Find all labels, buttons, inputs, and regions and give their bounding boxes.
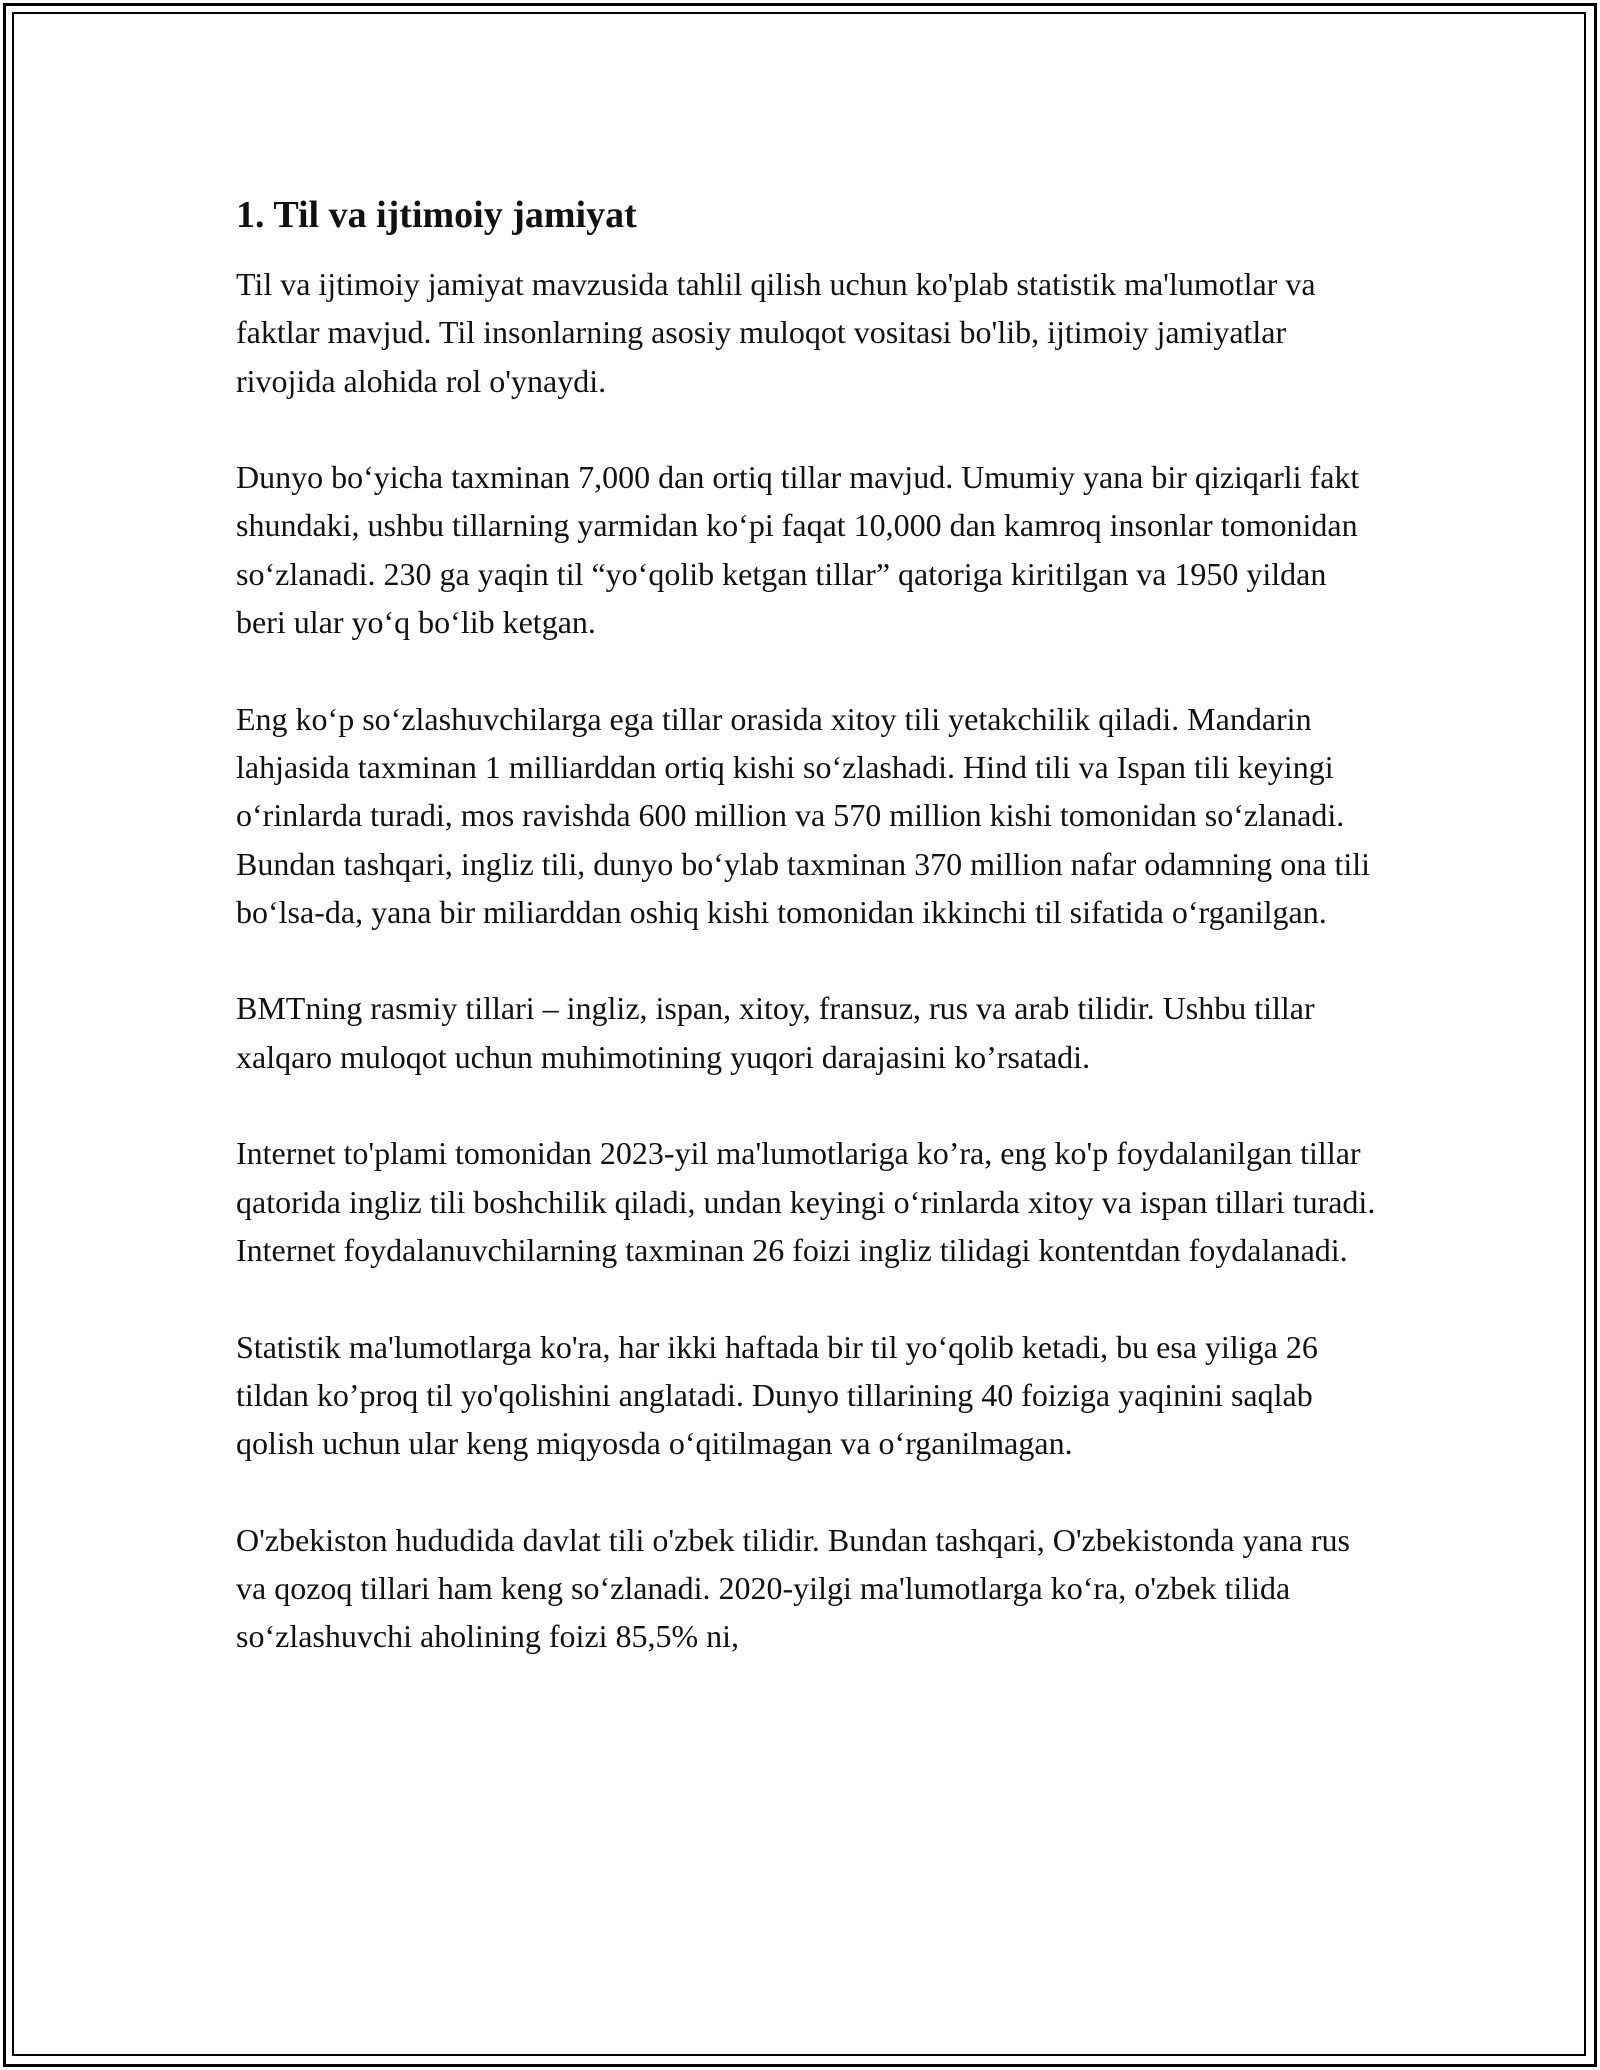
paragraph-language-count: Dunyo bo‘yicha taxminan 7,000 dan ortiq tillar mavjud. Umumiy yana bir qiziqarli fakt shundaki, ushbu tillarning yarmidan ko‘pi faqat 10,000 dan kamroq insonlar tomonidan so‘zlanadi. 230 ga yaqin til “yo‘qolib ketgan tillar” qatoriga kiritilgan va 1950 yildan beri ular yo‘q bo‘lib ketgan. xyxy=(236,459,1360,641)
section-heading: 1. Til va ijtimoiy jamiyat xyxy=(236,194,637,236)
paragraph-un-languages: BMTning rasmiy tillari – ingliz, ispan, xitoy, fransuz, rus va arab tilidir. Ushbu tillar xalqaro muloqot uchun muhimotining yuqori darajasini ko’rsatadi. xyxy=(236,990,1315,1075)
document-body xyxy=(236,186,1376,1709)
paragraph-most-spoken: Eng ko‘p so‘zlashuvchilarga ega tillar orasida xitoy tili yetakchilik qiladi. Mandarin lahjasida taxminan 1 milliarddan ortiq kishi so‘zlashadi. Hind tili va Ispan tili keyingi o‘rinlarda turadi, mos ravishda 600 million va 570 million kishi tomonidan so‘zlanadi. Bundan tashqari, ingliz tili, dunyo bo‘ylab taxminan 370 million nafar odamning ona tili bo‘lsa-da, yana bir miliarddan oshiq kishi tomonidan ikkinchi til sifatida o‘rganilgan. xyxy=(236,700,1371,930)
paragraph-internet-languages: Internet to'plami tomonidan 2023-yil ma'lumotlariga ko’ra, eng ko'p foydalanilgan tillar qatorida ingliz tili boshchilik qiladi, undan keyingi o‘rinlarda xitoy va ispan tillari turadi. Internet foydalanuvchilarning taxminan 26 foizi ingliz tilidagi kontentdan foydalanadi. xyxy=(236,1135,1376,1268)
paragraph-uzbekistan: O'zbekiston hududida davlat tili o'zbek tilidir. Bundan tashqari, O'zbekistonda yana rus va qozoq tillari ham keng so‘zlanadi. 2020-yilgi ma'lumotlarga ko‘ra, o'zbek tilida so‘zlashuvchi aholining foizi 85,5% ni, xyxy=(236,1521,1350,1655)
paragraph-language-loss: Statistik ma'lumotlarga ko'ra, har ikki haftada bir til yo‘qolib ketadi, bu esa yiliga 26 tildan ko’proq til yo'qolishini anglatadi. Dunyo tillarining 40 foiziga yaqinini saqlab qolish uchun ular keng miqyosda o‘qitilmagan va o‘rganilmagan. xyxy=(236,1328,1318,1462)
paragraph-intro: Til va ijtimoiy jamiyat mavzusida tahlil qilish uchun ko'plab statistik ma'lumotlar va faktlar mavjud. Til insonlarning asosiy muloqot vositasi bo'lib, ijtimoiy jamiyatlar rivojida alohida rol o'ynaydi. xyxy=(236,266,1316,399)
